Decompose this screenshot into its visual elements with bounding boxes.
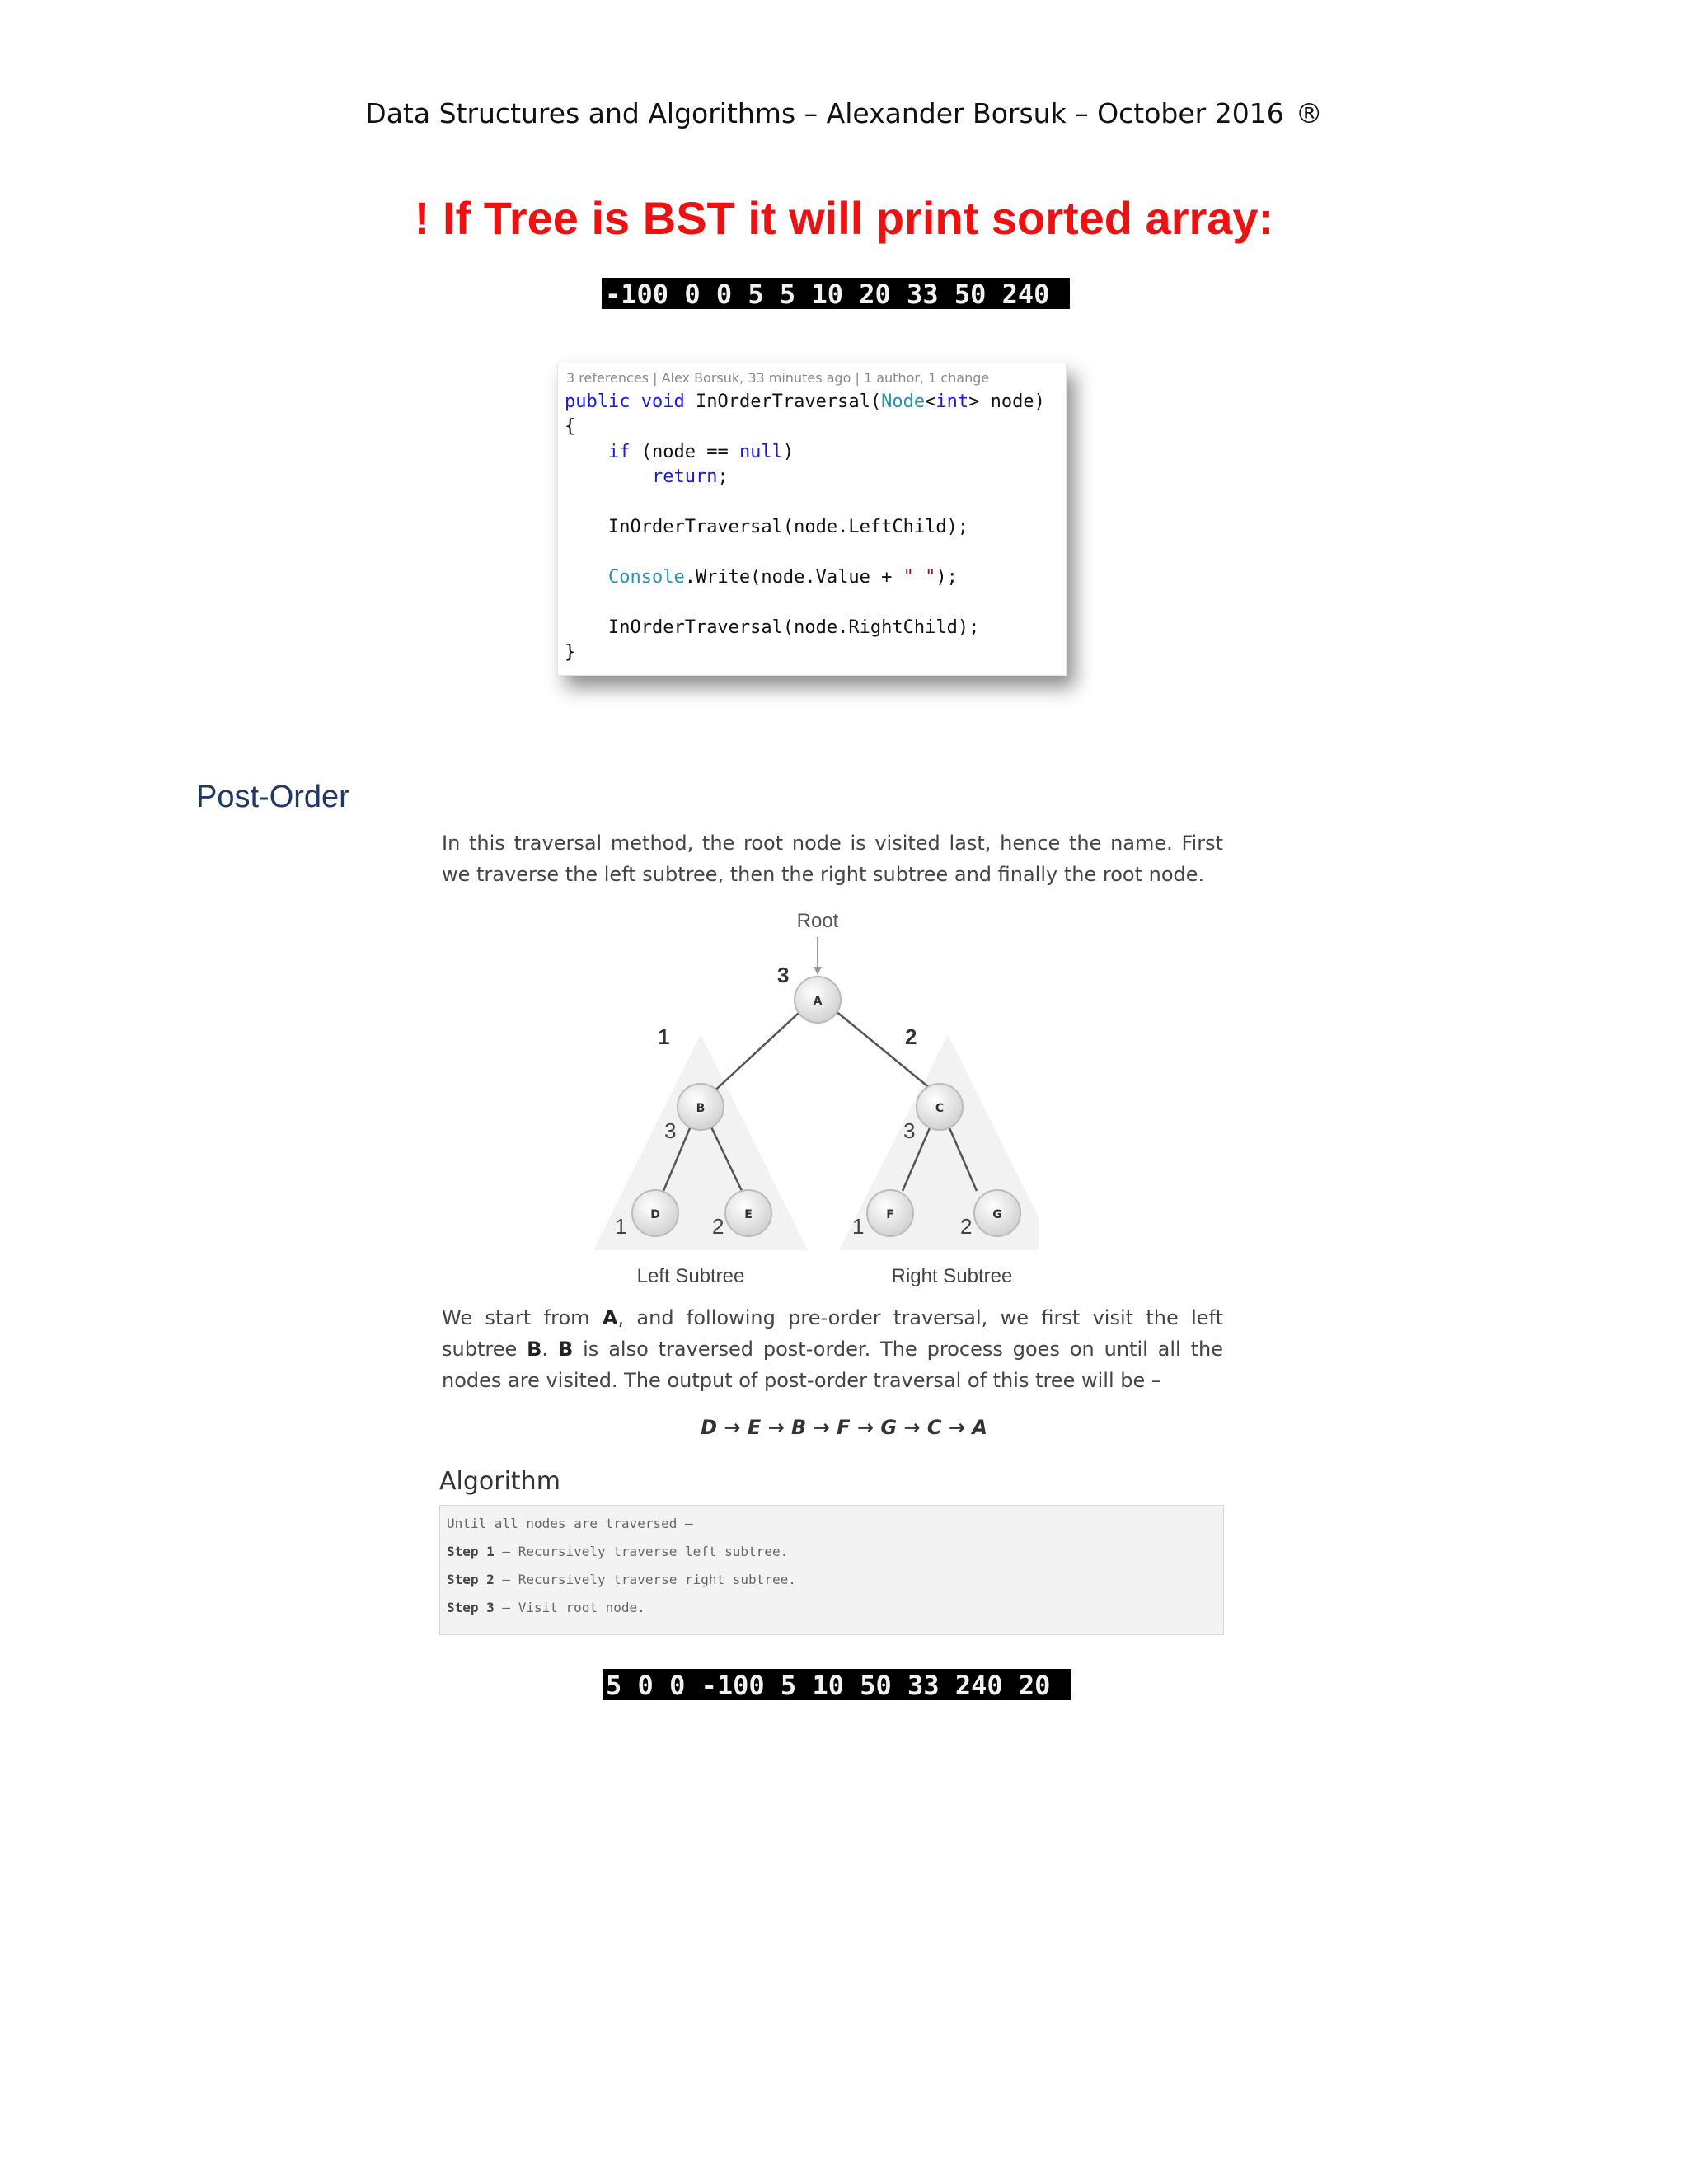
code-token: InOrderTraversal( xyxy=(695,391,882,412)
root-arrow-head xyxy=(814,967,822,975)
node-b-label: B xyxy=(696,1102,706,1115)
explain-text: , and following pre-order traversal, we first visit the left subtree xyxy=(442,1306,1223,1361)
page-header xyxy=(0,97,1688,129)
right-subtree-caption: Right Subtree xyxy=(891,1265,1013,1287)
order-label-b: 3 xyxy=(664,1118,677,1143)
code-token: ; xyxy=(717,466,729,488)
code-token: < xyxy=(925,391,936,412)
explain-node-a: A xyxy=(602,1306,618,1329)
node-g xyxy=(974,1190,1020,1236)
order-label-d: 1 xyxy=(615,1214,627,1239)
step-text: – Visit root node. xyxy=(494,1600,645,1615)
order-label-left: 1 xyxy=(658,1024,670,1049)
code-token: Console xyxy=(607,566,685,588)
node-d-label: D xyxy=(650,1208,660,1221)
edge-a-b xyxy=(709,1003,809,1096)
code-token: } xyxy=(565,642,576,663)
order-label-e: 2 xyxy=(712,1214,724,1239)
registered-mark: ® xyxy=(1295,97,1323,129)
code-token: { xyxy=(565,416,576,438)
node-f-label: F xyxy=(886,1208,894,1221)
code-token: > node) xyxy=(968,391,1045,412)
node-e-label: E xyxy=(744,1208,753,1221)
algorithm-step xyxy=(447,1572,796,1587)
order-label-g: 2 xyxy=(960,1214,973,1239)
step-number: Step 3 xyxy=(447,1600,495,1615)
header-text: Data Structures and Algorithms – Alexander Borsuk – October 2016 xyxy=(365,97,1284,129)
left-subtree-caption: Left Subtree xyxy=(636,1265,745,1287)
node-a-label: A xyxy=(813,995,823,1008)
code-token: return xyxy=(651,466,718,488)
node-a xyxy=(795,977,841,1023)
explain-paragraph xyxy=(442,1302,1223,1396)
algorithm-title: Algorithm xyxy=(439,1467,560,1496)
order-label-c: 3 xyxy=(903,1118,916,1143)
root-label: Root xyxy=(796,910,839,932)
intro-paragraph: In this traversal method, the root node is visited last, hence the name. First we traverse the left subtree, then the right subtree and finally the root node. xyxy=(442,832,1223,886)
algorithm-intro: Until all nodes are traversed – xyxy=(447,1516,693,1531)
explain-node-b: B xyxy=(527,1338,542,1361)
order-label-f: 1 xyxy=(852,1214,865,1239)
step-number: Step 1 xyxy=(447,1544,495,1559)
code-token: void xyxy=(640,391,685,412)
explain-text: is also traversed post-order. The process goes on until all the nodes are visited. The output of post-order traversal of this tree will be – xyxy=(442,1338,1223,1392)
step-text: – Recursively traverse right subtree. xyxy=(494,1572,796,1587)
explain-node-b: B xyxy=(557,1338,574,1361)
code-lines xyxy=(565,390,1045,665)
node-g-label: G xyxy=(992,1208,1002,1221)
section-title: Post-Order xyxy=(196,780,349,814)
node-d xyxy=(632,1190,678,1236)
algorithm-step xyxy=(447,1544,788,1559)
node-e xyxy=(725,1190,771,1236)
node-f xyxy=(867,1190,913,1236)
traversal-sequence: D → E → B → F → G → C → A xyxy=(701,1416,987,1439)
console-output-sorted: -100 0 0 5 5 10 20 33 50 240 xyxy=(602,278,1070,309)
algorithm-step xyxy=(447,1600,645,1615)
explain-text: We start from xyxy=(442,1306,603,1329)
code-token: InOrderTraversal(node.RightChild); xyxy=(607,616,980,638)
code-token: InOrderTraversal(node.LeftChild); xyxy=(607,517,969,538)
step-number: Step 2 xyxy=(447,1572,495,1587)
code-token: int xyxy=(935,391,969,412)
code-token: public xyxy=(565,391,631,412)
order-label-root: 3 xyxy=(777,963,790,987)
code-token: ) xyxy=(782,441,795,462)
node-c-label: C xyxy=(935,1102,945,1115)
bst-note: ! If Tree is BST it will print sorted array: xyxy=(414,192,1274,244)
node-b xyxy=(678,1084,724,1130)
code-lens-info: 3 references | Alex Borsuk, 33 minutes ago | 1 author, 1 change xyxy=(566,370,990,386)
order-label-right: 2 xyxy=(905,1024,917,1049)
code-token: if xyxy=(607,441,631,462)
algorithm-box xyxy=(439,1505,1224,1635)
code-token: .Write(node.Value + xyxy=(684,566,903,588)
code-token: (node == xyxy=(630,441,739,462)
code-token: null xyxy=(738,441,783,462)
post-order-tree-diagram xyxy=(577,902,1039,1306)
explain-text: . xyxy=(542,1338,558,1361)
code-token: ); xyxy=(935,566,958,588)
console-output-post-order: 5 0 0 -100 5 10 50 33 240 20 xyxy=(603,1669,1071,1700)
step-text: – Recursively traverse left subtree. xyxy=(494,1544,789,1559)
code-token: " " xyxy=(903,566,936,588)
node-c xyxy=(917,1084,963,1130)
code-token: Node xyxy=(881,391,926,412)
code-snippet xyxy=(557,363,1067,676)
edge-a-c xyxy=(826,1003,940,1096)
